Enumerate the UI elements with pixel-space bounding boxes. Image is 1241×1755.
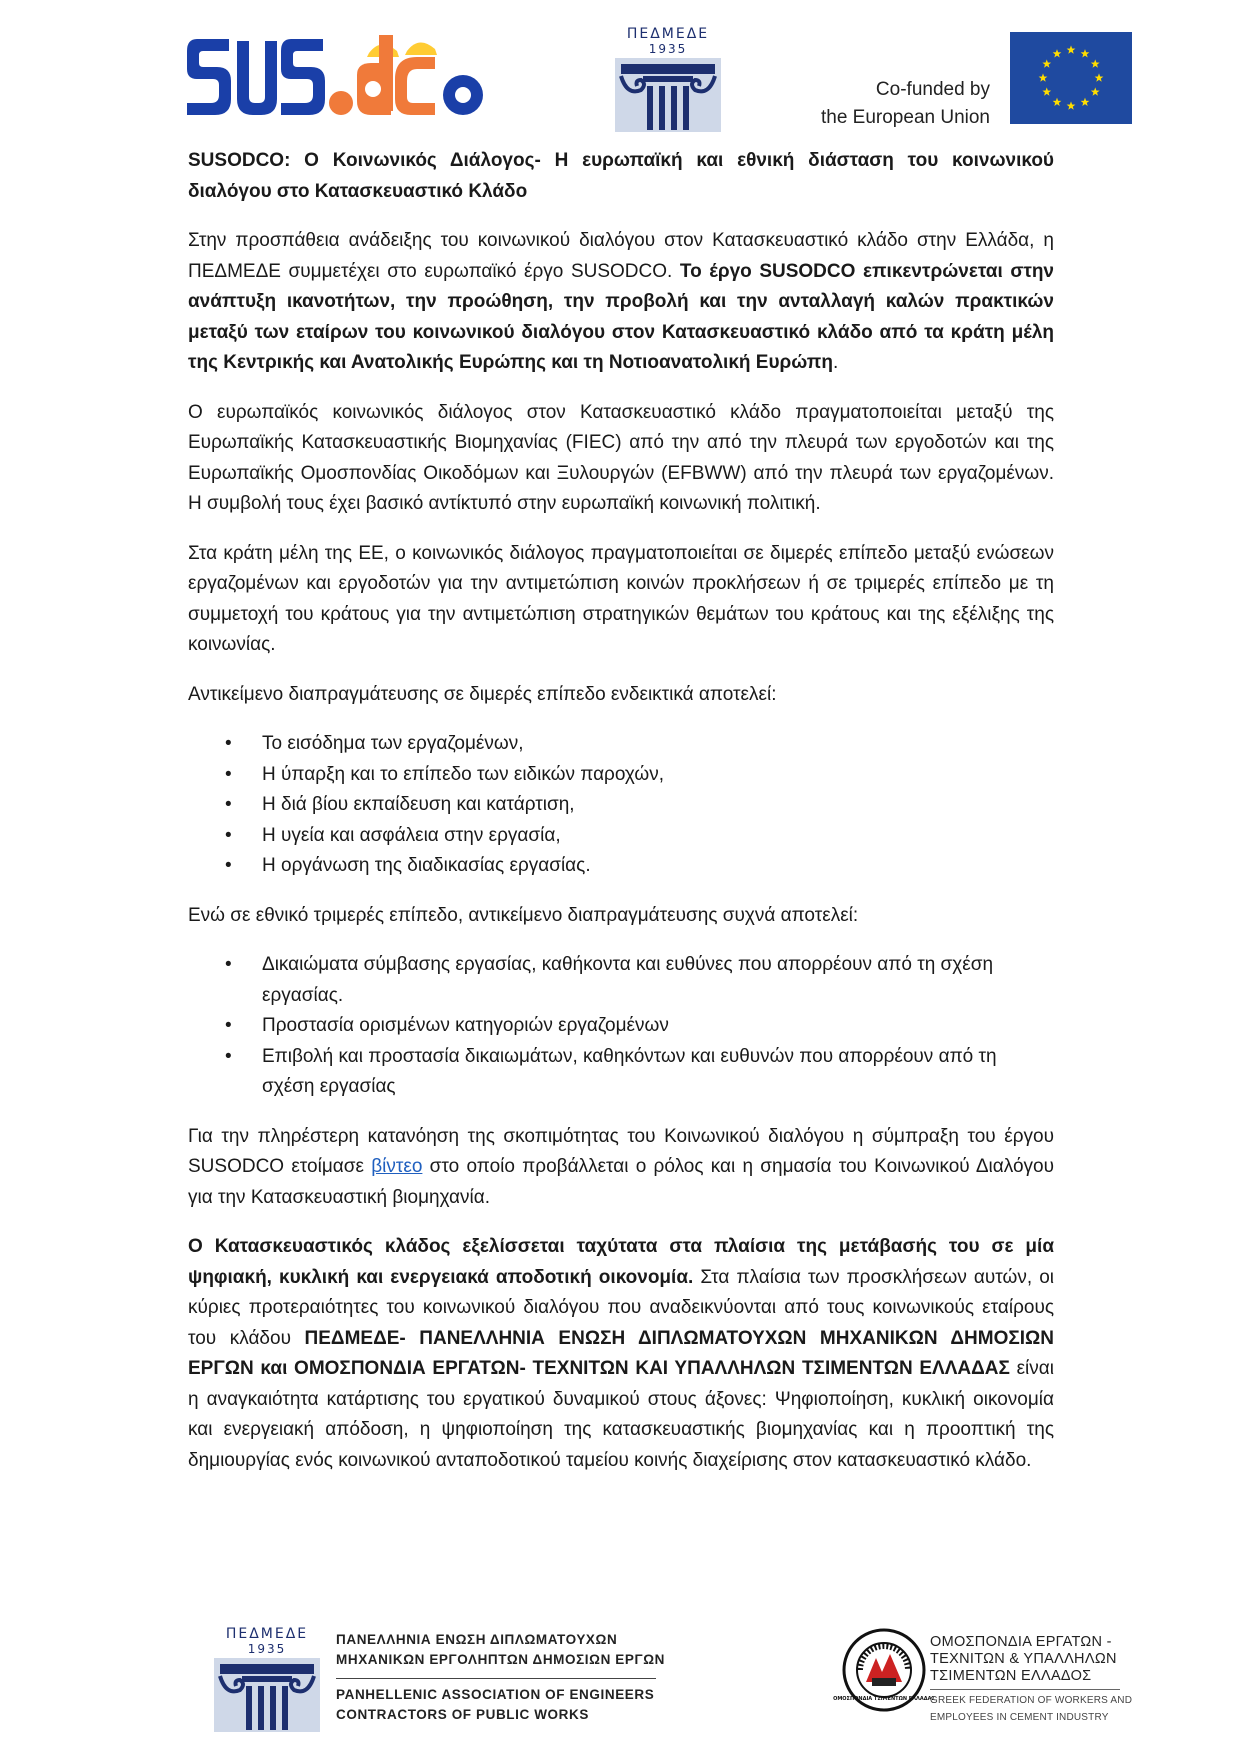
paragraph-priorities <box>188 1232 1054 1476</box>
bullet: • <box>225 763 232 785</box>
list-item <box>188 790 1054 821</box>
cofunded-line-2: the European Union <box>820 107 990 128</box>
svg-text:ΟΜΟΣΠΟΝΔΙΑ ΤΣΙΜΕΝΤΩΝ ΕΛΛΑΔΑΣ: ΟΜΟΣΠΟΝΔΙΑ ΤΣΙΜΕΝΤΩΝ ΕΛΛΑΔΑΣ <box>833 1696 935 1702</box>
paragraph-bilateral-intro: Αντικείμενο διαπραγμάτευσης σε διμερές επίπεδο ενδεικτικά αποτελεί: <box>188 683 777 705</box>
bullet: • <box>225 954 232 975</box>
paragraph-intro <box>188 226 1054 379</box>
svg-text:ΠΕΔΜΕΔΕ: ΠΕΔΜΕΔΕ <box>225 1626 309 1642</box>
list-item-text: Η οργάνωση της διαδικασίας εργασίας. <box>262 855 591 876</box>
list-item-text: Προστασία ορισμένων κατηγοριών εργαζομένων <box>262 1015 669 1036</box>
paragraph-tripartite-intro: Ενώ σε εθνικό τριμερές επίπεδο, αντικείμενο διαπραγμάτευσης συχνά αποτελεί: <box>188 904 859 926</box>
divider <box>336 1678 656 1679</box>
priorities-bold-1: Ο Κατασκευαστικός κλάδος εξελίσσεται ταχύτατα στα πλαίσια της μετάβασής του σε μία ψηφιακή, κυκλική και ενεργειακά αποδοτική οικονομία. <box>188 1236 1054 1288</box>
pedmede-name-block <box>336 1630 676 1725</box>
paragraph-european-dialogue: Ο ευρωπαϊκός κοινωνικός διάλογος στον Κατασκευαστικό κλάδο πραγματοποιείται μεταξύ της Ευρωπαϊκής Κατασκευαστικής Βιομηχανίας (FIEC) από την από την πλευρά των εργοδοτών και της Ευρωπαϊκής Ομοσπονδίας Οικοδόμων και Ξυλουργών (EFBWW) από την πλευρά των εργαζομένων. Η συμβολή τους έχει βασικό αντίκτυπό στην ευρωπαϊκή κοινωνική πολιτική. <box>188 401 1054 514</box>
priorities-bold-2: ΠΕΔΜΕΔΕ- ΠΑΝΕΛΛΗΝΙΑ ΕΝΩΣΗ ΔΙΠΛΩΜΑΤΟΥΧΩΝ ΜΗΧΑΝΙΚΩΝ ΔΗΜΟΣΙΩΝ ΕΡΓΩΝ και ΟΜΟΣΠΟΝΔΙΑ ΕΡΓΑΤΩΝ- ΤΕΧΝΙΤΩΝ ΚΑΙ ΥΠΑΛΛΗΛΩΝ ΤΣΙΜΕΝΤΩΝ ΕΛΛΑΔΑΣ <box>188 1327 1054 1379</box>
list-item <box>188 1011 1054 1042</box>
svg-text:1935: 1935 <box>648 42 688 56</box>
cement-en-line-2: EMPLOYEES IN CEMENT INDUSTRY <box>930 1712 1109 1723</box>
bullet: • <box>225 855 232 876</box>
article-title: SUSODCO: Ο Κοινωνικός Διάλογος- Η ευρωπαϊκή και εθνική διάσταση του κοινωνικού διαλόγου στο Κατασκευαστικό Κλάδο <box>188 150 1054 202</box>
priorities-text-1: Στα πλαίσια των προσκλήσεων αυτών, οι κύριες προτεραιότητες του κοινωνικού διαλόγου που αναδεικνύονται από τους κοινωνικούς εταίρους του κλάδου <box>188 1266 1054 1349</box>
list-item-text: Επιβολή και προστασία δικαιωμάτων, καθηκόντων και ευθυνών που απορρέουν από τη σχέση εργασίας <box>262 1045 997 1097</box>
list-item-text: Δικαιώματα σύμβασης εργασίας, καθήκοντα και ευθύνες που απορρέουν από τη σχέση εργασίας. <box>262 954 994 1006</box>
list-item-text: Η ύπαρξη και το επίπεδο των ειδικών παροχών, <box>262 763 664 785</box>
page-header <box>0 0 1241 140</box>
pedmede-footer-logo <box>208 1624 326 1734</box>
pedmede-gr-line-2: ΜΗΧΑΝΙΚΩΝ ΕΡΓΟΛΗΠΤΩΝ ΔΗΜΟΣΙΩΝ ΕΡΓΩΝ <box>336 1652 665 1667</box>
video-link[interactable]: βίντεο <box>371 1156 423 1177</box>
video-text-before: Για την πληρέστερη κατανόηση της σκοπιμότητας του Κοινωνικού διαλόγου η σύμπραξη του έργου SUSODCO ετοίμασε <box>188 1125 1054 1177</box>
divider <box>930 1689 1120 1690</box>
cement-gr-line-2: ΤΕΧΝΙΤΩΝ & ΥΠΑΛΛΗΛΩΝ <box>930 1651 1117 1667</box>
bullet: • <box>225 733 232 754</box>
video-text-after: στο οποίο προβάλλεται ο ρόλος και η σημασία του Κοινωνικού Διαλόγου για την Κατασκευαστική βιομηχανία. <box>188 1156 1055 1208</box>
pedmede-en-line-2: CONTRACTORS OF PUBLIC WORKS <box>336 1707 589 1722</box>
svg-text:ΠΕΔΜΕΔΕ: ΠΕΔΜΕΔΕ <box>626 26 710 42</box>
bullet: • <box>225 1045 232 1067</box>
cofunded-line-1: Co-funded by <box>875 79 990 100</box>
intro-bold-text: Το έργο SUSODCO επικεντρώνεται στην ανάπτυξη ικανοτήτων, την προώθηση, την προβολή και την ανταλλαγή καλών πρακτικών μεταξύ των εταίρων του κοινωνικού διαλόγου στον Κατασκευαστικό κλάδο από τα κράτη μέλη της Κεντρικής και Ανατολικής Ευρώπης και τη Νοτιοανατολική Ευρώπη <box>188 260 1054 373</box>
eu-flag-icon <box>1010 32 1132 124</box>
tripartite-topics-list <box>188 950 1054 1103</box>
list-item <box>188 950 1054 1011</box>
list-item <box>188 851 1054 882</box>
priorities-text-2: είναι η αναγκαιότητα κατάρτισης του εργατικού δυναμικού στους άξονες: Ψηφιοποίηση, κυκλική οικονομία και ενεργειακή απόδοση, η ψηφιοποίηση της κατασκευαστικής βιομηχανίας και η προοπτική της δημιουργίας ενός κοινωνικού ανταποδοτικού ταμείου κοινής διαχείρισης στον κατασκευαστικό κλάδο. <box>188 1358 1054 1471</box>
list-item-text: Το εισόδημα των εργαζομένων, <box>262 733 524 754</box>
bullet: • <box>225 1015 232 1036</box>
pedmede-gr-line-1: ΠΑΝΕΛΛΗΝΙΑ ΕΝΩΣΗ ΔΙΠΛΩΜΑΤΟΥΧΩΝ <box>336 1632 618 1647</box>
list-item <box>188 760 1054 791</box>
list-item-text: Η διά βίου εκπαίδευση και κατάρτιση, <box>262 794 575 815</box>
cement-gr-line-1: ΟΜΟΣΠΟΝΔΙΑ ΕΡΓΑΤΩΝ - <box>930 1634 1112 1650</box>
paragraph-video <box>188 1122 1054 1214</box>
list-item <box>188 729 1054 760</box>
bullet: • <box>225 824 232 846</box>
paragraph-member-states: Στα κράτη μέλη της ΕΕ, ο κοινωνικός διάλογος πραγματοποιείται σε διμερές επίπεδο μεταξύ ενώσεων εργαζομένων και εργοδοτών για την αντιμετώπιση κοινών προκλήσεων ή σε τριμερές επίπεδο με τη συμμετοχή του κράτους για την αντιμετώπιση στρατηγικών θεμάτων του κράτους και της εξέλιξης της κοινωνίας. <box>188 542 1054 655</box>
list-item-text: Η υγεία και ασφάλεια στην εργασία, <box>262 824 561 846</box>
bilateral-topics-list <box>188 729 1054 882</box>
pedmede-logo <box>607 24 729 134</box>
cement-en-line-1: GREEK FEDERATION OF WORKERS AND <box>930 1695 1133 1706</box>
list-item <box>188 1042 1054 1103</box>
cement-gr-line-3: ΤΣΙΜΕΝΤΩΝ ΕΛΛΑΔΟΣ <box>930 1668 1092 1684</box>
list-item <box>188 821 1054 852</box>
pedmede-en-line-1: PANHELLENIC ASSOCIATION OF ENGINEERS <box>336 1687 655 1702</box>
bullet: • <box>225 794 232 815</box>
article-body <box>188 146 1054 1495</box>
page-footer <box>0 1610 1241 1740</box>
intro-text: Στην προσπάθεια ανάδειξης του κοινωνικού διαλόγου στον Κατασκευαστικό κλάδο στην Ελλάδα, η ΠΕΔΜΕΔΕ συμμετέχει στο ευρωπαϊκό έργο SUSODCO. <box>188 230 1054 282</box>
svg-text:1935: 1935 <box>247 1642 287 1656</box>
cofunded-by-eu-text <box>760 76 990 132</box>
intro-end: . <box>832 352 839 373</box>
cement-federation-seal <box>833 1628 935 1712</box>
cement-federation-name-block <box>930 1634 1190 1724</box>
susodco-logo <box>185 33 485 121</box>
